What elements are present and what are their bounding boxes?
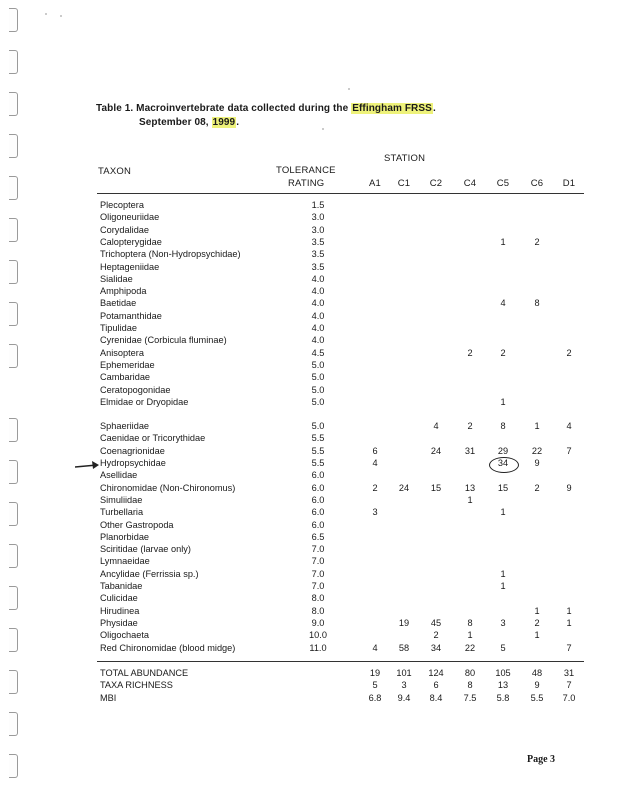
count-cell: 124 xyxy=(428,668,444,678)
header-rule xyxy=(97,193,584,194)
table-row xyxy=(0,236,620,248)
taxon-cell: Turbellaria xyxy=(100,507,144,518)
table-row xyxy=(0,359,620,371)
tolerance-cell: 8.0 xyxy=(311,593,325,604)
table-row xyxy=(0,310,620,322)
count-cell: 1 xyxy=(534,421,540,432)
count-cell: 4 xyxy=(433,421,439,432)
taxon-cell: Coenagrionidae xyxy=(100,445,165,456)
count-cell: 15 xyxy=(497,482,509,493)
count-cell: 4 xyxy=(500,298,506,309)
taxon-cell: Ancylidae (Ferrissia sp.) xyxy=(100,568,199,579)
tolerance-cell: 11.0 xyxy=(309,642,327,653)
totals-row xyxy=(0,692,620,704)
taxon-cell: Cyrenidae (Corbicula fluminae) xyxy=(100,335,227,346)
taxon-cell: Caenidae or Tricorythidae xyxy=(100,433,206,444)
count-cell: 2 xyxy=(467,347,473,358)
tolerance-cell: 6.0 xyxy=(311,494,325,505)
count-cell: 80 xyxy=(464,668,476,678)
count-cell: 3 xyxy=(500,617,506,628)
table-row xyxy=(0,322,620,334)
count-cell: 5 xyxy=(372,680,378,691)
table-row xyxy=(0,568,620,580)
count-cell: 13 xyxy=(464,482,476,493)
count-cell: 9 xyxy=(534,680,540,691)
table-row xyxy=(0,592,620,604)
station-col-header: C4 xyxy=(463,178,477,189)
tolerance-cell: 7.0 xyxy=(311,581,325,591)
count-cell: 2 xyxy=(534,482,540,493)
taxon-cell: Cambaridae xyxy=(100,372,151,383)
taxon-cell: Corydalidae xyxy=(100,224,150,235)
count-cell: 1 xyxy=(467,494,473,505)
table-row xyxy=(0,642,620,654)
tolerance-cell: 3.0 xyxy=(311,212,325,223)
count-cell: 19 xyxy=(398,617,410,628)
table-row xyxy=(0,384,620,396)
tolerance-cell: 4.0 xyxy=(311,335,325,346)
totals-label: TOTAL ABUNDANCE xyxy=(100,668,189,678)
table-row xyxy=(0,420,620,432)
tolerance-cell: 7.0 xyxy=(311,556,325,567)
tolerance-cell: 6.0 xyxy=(311,482,325,493)
taxon-cell: Tipulidae xyxy=(100,323,137,333)
tolerance-cell: 1.5 xyxy=(311,200,325,210)
table-date: September 08, 1999. xyxy=(139,117,240,128)
count-cell: 1 xyxy=(500,396,506,407)
table-row xyxy=(0,555,620,567)
totals-label: TAXA RICHNESS xyxy=(100,680,173,691)
taxon-cell: Ephemeridae xyxy=(100,359,155,370)
tolerance-cell: 4.0 xyxy=(311,323,325,333)
count-cell: 8.4 xyxy=(429,692,443,703)
count-cell: 5 xyxy=(500,642,506,653)
taxon-cell: Red Chironomidae (blood midge) xyxy=(100,642,236,653)
taxon-cell: Sphaeriidae xyxy=(100,421,150,432)
count-cell: 6.8 xyxy=(368,692,382,703)
count-cell: 24 xyxy=(430,445,442,456)
count-cell: 2 xyxy=(500,347,506,358)
tolerance-cell: 5.5 xyxy=(311,458,325,468)
count-cell: 24 xyxy=(398,482,410,493)
tolerance-cell: 7.0 xyxy=(311,568,325,579)
table-row xyxy=(0,445,620,457)
taxon-cell: Chironomidae (Non-Chironomus) xyxy=(100,482,236,493)
taxon-cell: Trichoptera (Non-Hydropsychidae) xyxy=(100,249,241,260)
table-row xyxy=(0,469,620,481)
totals-row xyxy=(0,667,620,679)
count-cell: 29 xyxy=(497,445,509,456)
count-cell: 1 xyxy=(534,630,540,641)
count-cell: 101 xyxy=(396,668,412,678)
tolerance-cell: 3.5 xyxy=(311,236,325,247)
table-row xyxy=(0,506,620,518)
table-row xyxy=(0,211,620,223)
taxon-cell: Hirudinea xyxy=(100,605,140,616)
count-cell: 15 xyxy=(430,482,442,493)
count-cell: 2 xyxy=(534,236,540,247)
count-cell: 2 xyxy=(566,347,572,358)
table-row xyxy=(0,629,620,641)
tolerance-cell: 9.0 xyxy=(311,617,325,628)
table-row xyxy=(0,519,620,531)
count-cell: 2 xyxy=(534,617,540,628)
count-cell: 2 xyxy=(372,482,378,493)
tolerance-cell: 7.0 xyxy=(311,544,325,555)
taxon-cell: Ceratopogonidae xyxy=(100,384,171,395)
count-cell: 7 xyxy=(566,680,572,691)
table-row xyxy=(0,297,620,309)
tolerance-cell: 10.0 xyxy=(309,630,327,641)
count-cell: 2 xyxy=(433,630,439,641)
count-cell: 7.0 xyxy=(562,692,576,703)
taxon-cell: Lymnaeidae xyxy=(100,556,150,567)
tolerance-cell: 6.0 xyxy=(311,507,325,518)
count-cell: 4 xyxy=(372,458,378,468)
count-cell: 34 xyxy=(430,642,442,653)
hand-drawn-circle xyxy=(489,457,519,473)
station-col-header: C2 xyxy=(429,178,443,189)
count-cell: 1 xyxy=(566,617,572,628)
tolerance-cell: 8.0 xyxy=(311,605,325,616)
taxon-cell: Elmidae or Dryopidae xyxy=(100,396,189,407)
table-row xyxy=(0,273,620,285)
taxon-cell: Sialidae xyxy=(100,273,133,284)
count-cell: 58 xyxy=(398,642,410,653)
table-row xyxy=(0,605,620,617)
station-col-header: C6 xyxy=(530,178,544,189)
count-cell: 2 xyxy=(467,421,473,432)
count-cell: 31 xyxy=(464,445,476,456)
table-row xyxy=(0,580,620,592)
count-cell: 5.8 xyxy=(496,692,510,703)
count-cell: 1 xyxy=(500,507,506,518)
count-cell: 1 xyxy=(500,236,506,247)
station-col-header: C5 xyxy=(496,178,510,189)
count-cell: 3 xyxy=(401,680,407,691)
table-title: Table 1. Macroinvertebrate data collected during the Effingham FRSS. xyxy=(96,103,436,114)
count-cell: 45 xyxy=(430,617,442,628)
tolerance-cell: 3.0 xyxy=(311,224,325,235)
taxon-cell: Planorbidae xyxy=(100,531,150,542)
taxon-cell: Asellidae xyxy=(100,470,138,481)
taxon-cell: Sciritidae (larvae only) xyxy=(100,544,191,555)
count-cell: 8 xyxy=(500,421,506,432)
station-col-header: A1 xyxy=(368,178,382,189)
count-cell: 48 xyxy=(531,668,543,678)
page-number: Page 3 xyxy=(527,754,556,765)
tolerance-cell: 5.0 xyxy=(311,372,325,383)
table-row xyxy=(0,494,620,506)
count-cell: 9 xyxy=(566,482,572,493)
count-cell: 8 xyxy=(467,617,473,628)
count-cell: 1 xyxy=(467,630,473,641)
tolerance-cell: 5.5 xyxy=(311,433,325,444)
title-highlight: Effingham FRSS xyxy=(352,103,432,114)
taxon-cell: Oligoneuriidae xyxy=(100,212,160,223)
totals-row xyxy=(0,679,620,691)
table-row xyxy=(0,432,620,444)
table-row xyxy=(0,396,620,408)
tolerance-cell: 6.0 xyxy=(311,470,325,481)
taxon-cell: Anisoptera xyxy=(100,347,144,358)
count-cell: 8 xyxy=(467,680,473,691)
totals-label: MBI xyxy=(100,692,117,703)
count-cell: 1 xyxy=(500,581,506,591)
taxon-cell: Amphipoda xyxy=(100,286,147,297)
taxon-cell: Culicidae xyxy=(100,593,138,604)
count-cell: 105 xyxy=(495,668,511,678)
count-cell: 22 xyxy=(464,642,476,653)
tolerance-cell: 5.0 xyxy=(311,396,325,407)
rating-header: RATING xyxy=(288,178,325,189)
table-row xyxy=(0,543,620,555)
tolerance-cell: 5.5 xyxy=(311,445,325,456)
table-row xyxy=(0,482,620,494)
tolerance-cell: 5.0 xyxy=(311,421,325,432)
table-row xyxy=(0,199,620,211)
taxon-cell: Potamanthidae xyxy=(100,310,162,321)
taxon-cell: Other Gastropoda xyxy=(100,519,174,530)
taxon-cell: Physidae xyxy=(100,617,138,628)
count-cell: 9 xyxy=(534,458,540,468)
tolerance-cell: 6.5 xyxy=(311,531,325,542)
taxon-cell: Plecoptera xyxy=(100,200,144,210)
tolerance-cell: 3.5 xyxy=(311,261,325,272)
count-cell: 7.5 xyxy=(463,692,477,703)
taxon-cell: Baetidae xyxy=(100,298,137,309)
tolerance-cell: 4.0 xyxy=(311,310,325,321)
taxon-cell: Heptageniidae xyxy=(100,261,160,272)
table-row xyxy=(0,334,620,346)
table-row xyxy=(0,248,620,260)
count-cell: 22 xyxy=(531,445,543,456)
tolerance-cell: 4.0 xyxy=(311,298,325,309)
count-cell: 4 xyxy=(372,642,378,653)
taxon-cell: Calopterygidae xyxy=(100,236,162,247)
tolerance-cell: 3.5 xyxy=(311,249,325,260)
count-cell: 19 xyxy=(369,668,381,678)
tolerance-cell: 6.0 xyxy=(311,519,325,530)
title-text: Table 1. Macroinvertebrate data collected during the xyxy=(96,103,352,114)
count-cell: 6 xyxy=(372,445,378,456)
count-cell: 7 xyxy=(566,445,572,456)
count-cell: 13 xyxy=(497,680,509,691)
tolerance-cell: 5.0 xyxy=(311,384,325,395)
table-row xyxy=(0,531,620,543)
taxon-header: TAXON xyxy=(98,166,132,177)
table-row xyxy=(0,371,620,383)
table-row xyxy=(0,347,620,359)
taxon-cell: Oligochaeta xyxy=(100,630,150,641)
tolerance-cell: 5.0 xyxy=(311,359,325,370)
station-col-header: C1 xyxy=(397,178,411,189)
count-cell: 5.5 xyxy=(530,692,544,703)
tolerance-header: TOLERANCE xyxy=(276,165,336,176)
count-cell: 6 xyxy=(433,680,439,691)
count-cell: 34 xyxy=(497,458,509,468)
table-row xyxy=(0,617,620,629)
tolerance-cell: 4.0 xyxy=(311,273,325,284)
taxon-cell: Simuliidae xyxy=(100,494,143,505)
table-row xyxy=(0,261,620,273)
station-header: STATION xyxy=(384,153,426,164)
count-cell: 31 xyxy=(563,668,575,678)
taxon-cell: Hydropsychidae xyxy=(100,458,166,468)
hand-drawn-arrow-icon xyxy=(75,461,101,471)
date-highlight: 1999 xyxy=(212,117,236,128)
count-cell: 7 xyxy=(566,642,572,653)
table-row xyxy=(0,224,620,236)
table-row xyxy=(0,285,620,297)
count-cell: 1 xyxy=(566,605,572,616)
count-cell: 4 xyxy=(566,421,572,432)
count-cell: 1 xyxy=(534,605,540,616)
count-cell: 8 xyxy=(534,298,540,309)
count-cell: 3 xyxy=(372,507,378,518)
station-col-header: D1 xyxy=(562,178,576,189)
totals-rule xyxy=(97,661,584,662)
tolerance-cell: 4.0 xyxy=(311,286,325,297)
tolerance-cell: 4.5 xyxy=(311,347,325,358)
taxon-cell: Tabanidae xyxy=(100,581,143,591)
count-cell: 1 xyxy=(500,568,506,579)
count-cell: 9.4 xyxy=(397,692,411,703)
